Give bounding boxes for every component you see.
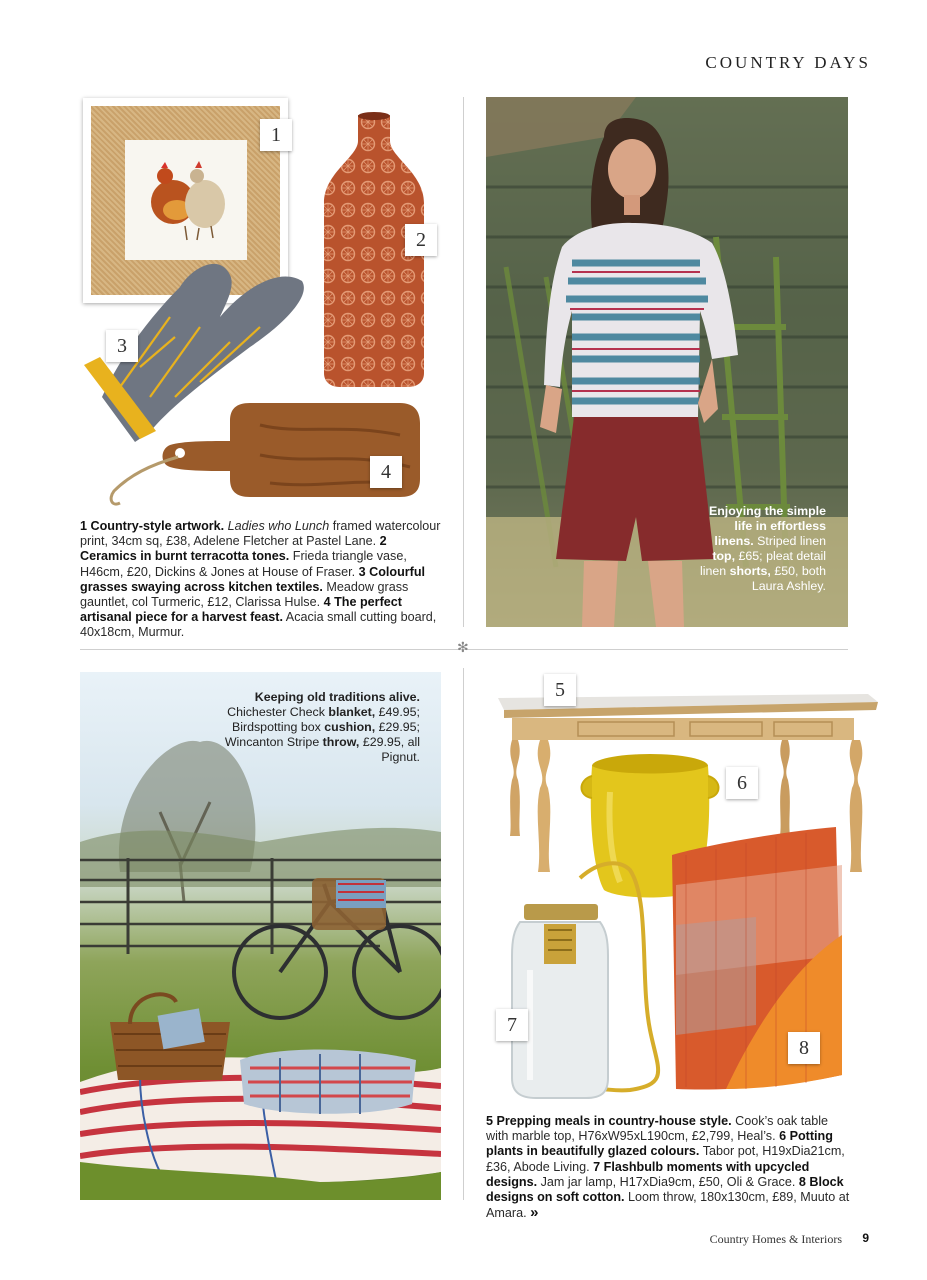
caption-3-text: Meadow grass gauntlet, col Turmeric, £12, Clarissa Hulse. (80, 579, 409, 610)
picnic-caption (220, 690, 420, 765)
caption-6-text: Tabor pot, H19xDia21cm, £36, Abode Living. (486, 1144, 845, 1174)
caption-6-heading: 6 Potting plants in beautifully glazed colours. (486, 1129, 833, 1159)
marker-5: 5 (544, 674, 576, 706)
caption-7-text: Jam jar lamp, H17xDia9cm, £50, Oli & Grace. (537, 1174, 799, 1189)
caption-4-heading: 4 The perfect artisanal piece for a harvest feast. (80, 595, 402, 625)
marker-7: 7 (496, 1009, 528, 1041)
linen-caption-shorts: shorts, (729, 564, 771, 578)
page-number: 9 (862, 1231, 869, 1245)
product-collage-top (80, 95, 450, 515)
hens-illustration (125, 140, 247, 260)
caption-5-text: Cook’s oak table with marble top, H76xW95xL190cm, £2,799, Heal’s. (486, 1114, 829, 1144)
linen-outfit-photo (486, 97, 848, 627)
picnic-caption-heading: Keeping old traditions alive. (254, 690, 420, 704)
marker-3: 3 (106, 330, 138, 362)
divider-star-icon: ✻ (457, 639, 469, 655)
divider-vertical-bottom (463, 668, 464, 1200)
linen-outfit-caption (696, 504, 826, 594)
caption-2-text: Frieda triangle vase, H46cm, £20, Dickins & Jones at House of Fraser. (80, 549, 407, 579)
linen-caption-text-2: £65; pleat detail linen (699, 549, 826, 578)
caption-3-heading: 3 Colourful grasses swaying across kitchen textiles. (80, 564, 426, 594)
products-5-8-caption (486, 1114, 852, 1221)
products-1-4-caption (80, 519, 446, 641)
picnic-caption-blanket: blanket, (328, 705, 376, 719)
caption-1-heading: 1 Country-style artwork. (80, 519, 225, 533)
continue-arrow-icon: » (530, 1204, 539, 1222)
marker-4: 4 (370, 456, 402, 488)
picnic-caption-text-3: £29.95; Wincanton Stripe (224, 720, 420, 749)
caption-5-heading: 5 Prepping meals in country-house style. (486, 1114, 732, 1128)
picnic-caption-text-2: £49.95; Birdspotting box (231, 705, 420, 734)
caption-1-title: Ladies who Lunch (227, 519, 330, 533)
caption-8-heading: 8 Block designs on soft cotton. (486, 1174, 844, 1205)
picnic-photo (80, 672, 441, 1200)
picnic-caption-cushion: cushion, (324, 720, 376, 734)
caption-1-text: framed watercolour print, 34cm sq, £38, Adelene Fletcher at Pastel Lane. (80, 519, 441, 549)
section-title: COUNTRY DAYS (705, 53, 871, 72)
product-collage-bottom (486, 670, 881, 1110)
picnic-caption-throw: throw, (322, 735, 360, 749)
linen-caption-top: top, (712, 549, 736, 563)
marker-1: 1 (260, 119, 292, 151)
marker-8: 8 (788, 1032, 820, 1064)
picnic-caption-text-4: £29.95, all Pignut. (359, 735, 420, 764)
magazine-name: Country Homes & Interiors (709, 1232, 842, 1246)
linen-caption-text-3: £50, both Laura Ashley. (751, 564, 826, 593)
jam-jar-lamp-image (500, 860, 685, 1100)
cutting-board-image (100, 395, 425, 513)
marker-2: 2 (405, 224, 437, 256)
caption-7-heading: 7 Flashbulb moments with upcycled designs. (486, 1159, 810, 1189)
caption-4-text: Acacia small cutting board, 40x18cm, Murmur. (80, 610, 437, 640)
picnic-caption-text-1: Chichester Check (227, 705, 329, 719)
divider-vertical-top (463, 97, 464, 627)
linen-caption-text-1: Striped linen (753, 534, 826, 548)
linen-caption-heading: Enjoying the simple life in effortless linens. (708, 504, 826, 548)
caption-2-heading: 2 Ceramics in burnt terracotta tones. (80, 534, 387, 564)
caption-8-text: Loom throw, 180x130cm, £89, Muuto at Amara. (486, 1190, 850, 1221)
marker-6: 6 (726, 767, 758, 799)
